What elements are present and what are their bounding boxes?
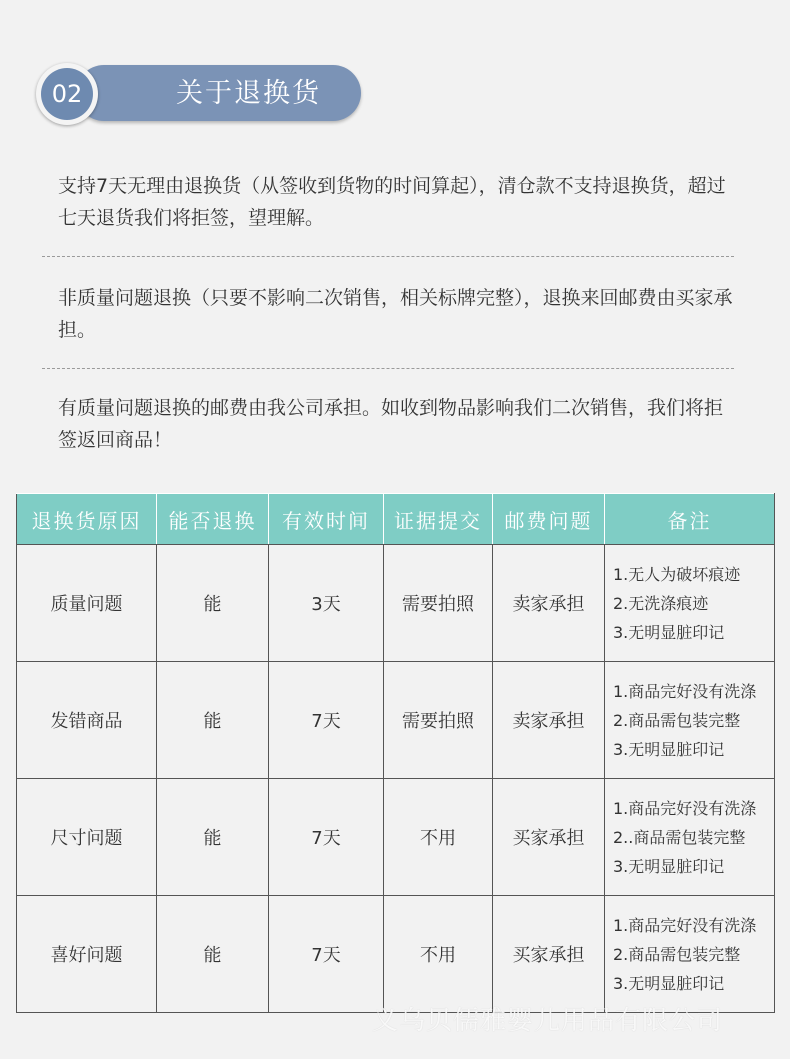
note-line: 3.无明显脏印记 xyxy=(613,739,725,759)
dashed-divider xyxy=(42,256,734,257)
table-row xyxy=(17,896,775,1013)
cell-reason: 尺寸问题 xyxy=(17,779,157,896)
cell-notes xyxy=(605,545,775,662)
section-title: 关于退换货 xyxy=(176,78,321,109)
note-line: 2.商品需包装完整 xyxy=(613,710,741,730)
cell-period: 7天 xyxy=(269,779,384,896)
section-header xyxy=(36,63,326,125)
cell-postage: 买家承担 xyxy=(493,896,605,1013)
cell-notes xyxy=(605,896,775,1013)
note-line: 1.商品完好没有洗涤 xyxy=(613,915,757,935)
header-returnable: 能否退换 xyxy=(157,494,269,545)
table-row xyxy=(17,545,775,662)
cell-notes xyxy=(605,779,775,896)
header-period: 有效时间 xyxy=(269,494,384,545)
cell-returnable: 能 xyxy=(157,545,269,662)
cell-returnable: 能 xyxy=(157,896,269,1013)
policy-paragraph-quality: 有质量问题退换的邮费由我公司承担。如收到物品影响我们二次销售，我们将拒签返回商品！ xyxy=(58,397,724,451)
section-title-pill xyxy=(76,65,361,121)
cell-evidence: 需要拍照 xyxy=(384,545,493,662)
note-line: 2.商品需包装完整 xyxy=(613,944,741,964)
note-line: 1.商品完好没有洗涤 xyxy=(613,681,757,701)
note-line: 1.无人为破坏痕迹 xyxy=(613,564,741,584)
cell-reason: 喜好问题 xyxy=(17,896,157,1013)
table-row xyxy=(17,662,775,779)
table-header-row xyxy=(17,494,775,545)
cell-evidence: 需要拍照 xyxy=(384,662,493,779)
note-line: 2.无洗涤痕迹 xyxy=(613,593,709,613)
header-postage: 邮费问题 xyxy=(493,494,605,545)
company-watermark: 义乌贝儒雅婴儿用品有限公司 xyxy=(372,1006,724,1036)
cell-postage: 买家承担 xyxy=(493,779,605,896)
note-line: 3.无明显脏印记 xyxy=(613,973,725,993)
cell-reason: 质量问题 xyxy=(17,545,157,662)
cell-returnable: 能 xyxy=(157,662,269,779)
policy-paragraph-seven-day: 支持7天无理由退换货（从签收到货物的时间算起），清仓款不支持退换货，超过七天退货我们将拒签，望理解。 xyxy=(58,175,726,229)
cell-returnable: 能 xyxy=(157,779,269,896)
cell-period: 7天 xyxy=(269,896,384,1013)
header-reason: 退换货原因 xyxy=(17,494,157,545)
return-policy-table xyxy=(16,493,775,1013)
policy-paragraph-non-quality: 非质量问题退换（只要不影响二次销售，相关标牌完整），退换来回邮费由买家承担。 xyxy=(58,287,733,341)
cell-reason: 发错商品 xyxy=(17,662,157,779)
header-evidence: 证据提交 xyxy=(384,494,493,545)
note-line: 3.无明显脏印记 xyxy=(613,622,725,642)
note-line: 2..商品需包装完整 xyxy=(613,827,746,847)
cell-period: 7天 xyxy=(269,662,384,779)
table-row xyxy=(17,779,775,896)
section-number-badge xyxy=(36,63,98,125)
cell-notes xyxy=(605,662,775,779)
cell-postage: 卖家承担 xyxy=(493,662,605,779)
section-number: 02 xyxy=(41,68,93,120)
cell-postage: 卖家承担 xyxy=(493,545,605,662)
note-line: 3.无明显脏印记 xyxy=(613,856,725,876)
note-line: 1.商品完好没有洗涤 xyxy=(613,798,757,818)
dashed-divider xyxy=(42,368,734,369)
cell-evidence: 不用 xyxy=(384,896,493,1013)
header-notes: 备注 xyxy=(605,494,775,545)
cell-period: 3天 xyxy=(269,545,384,662)
cell-evidence: 不用 xyxy=(384,779,493,896)
